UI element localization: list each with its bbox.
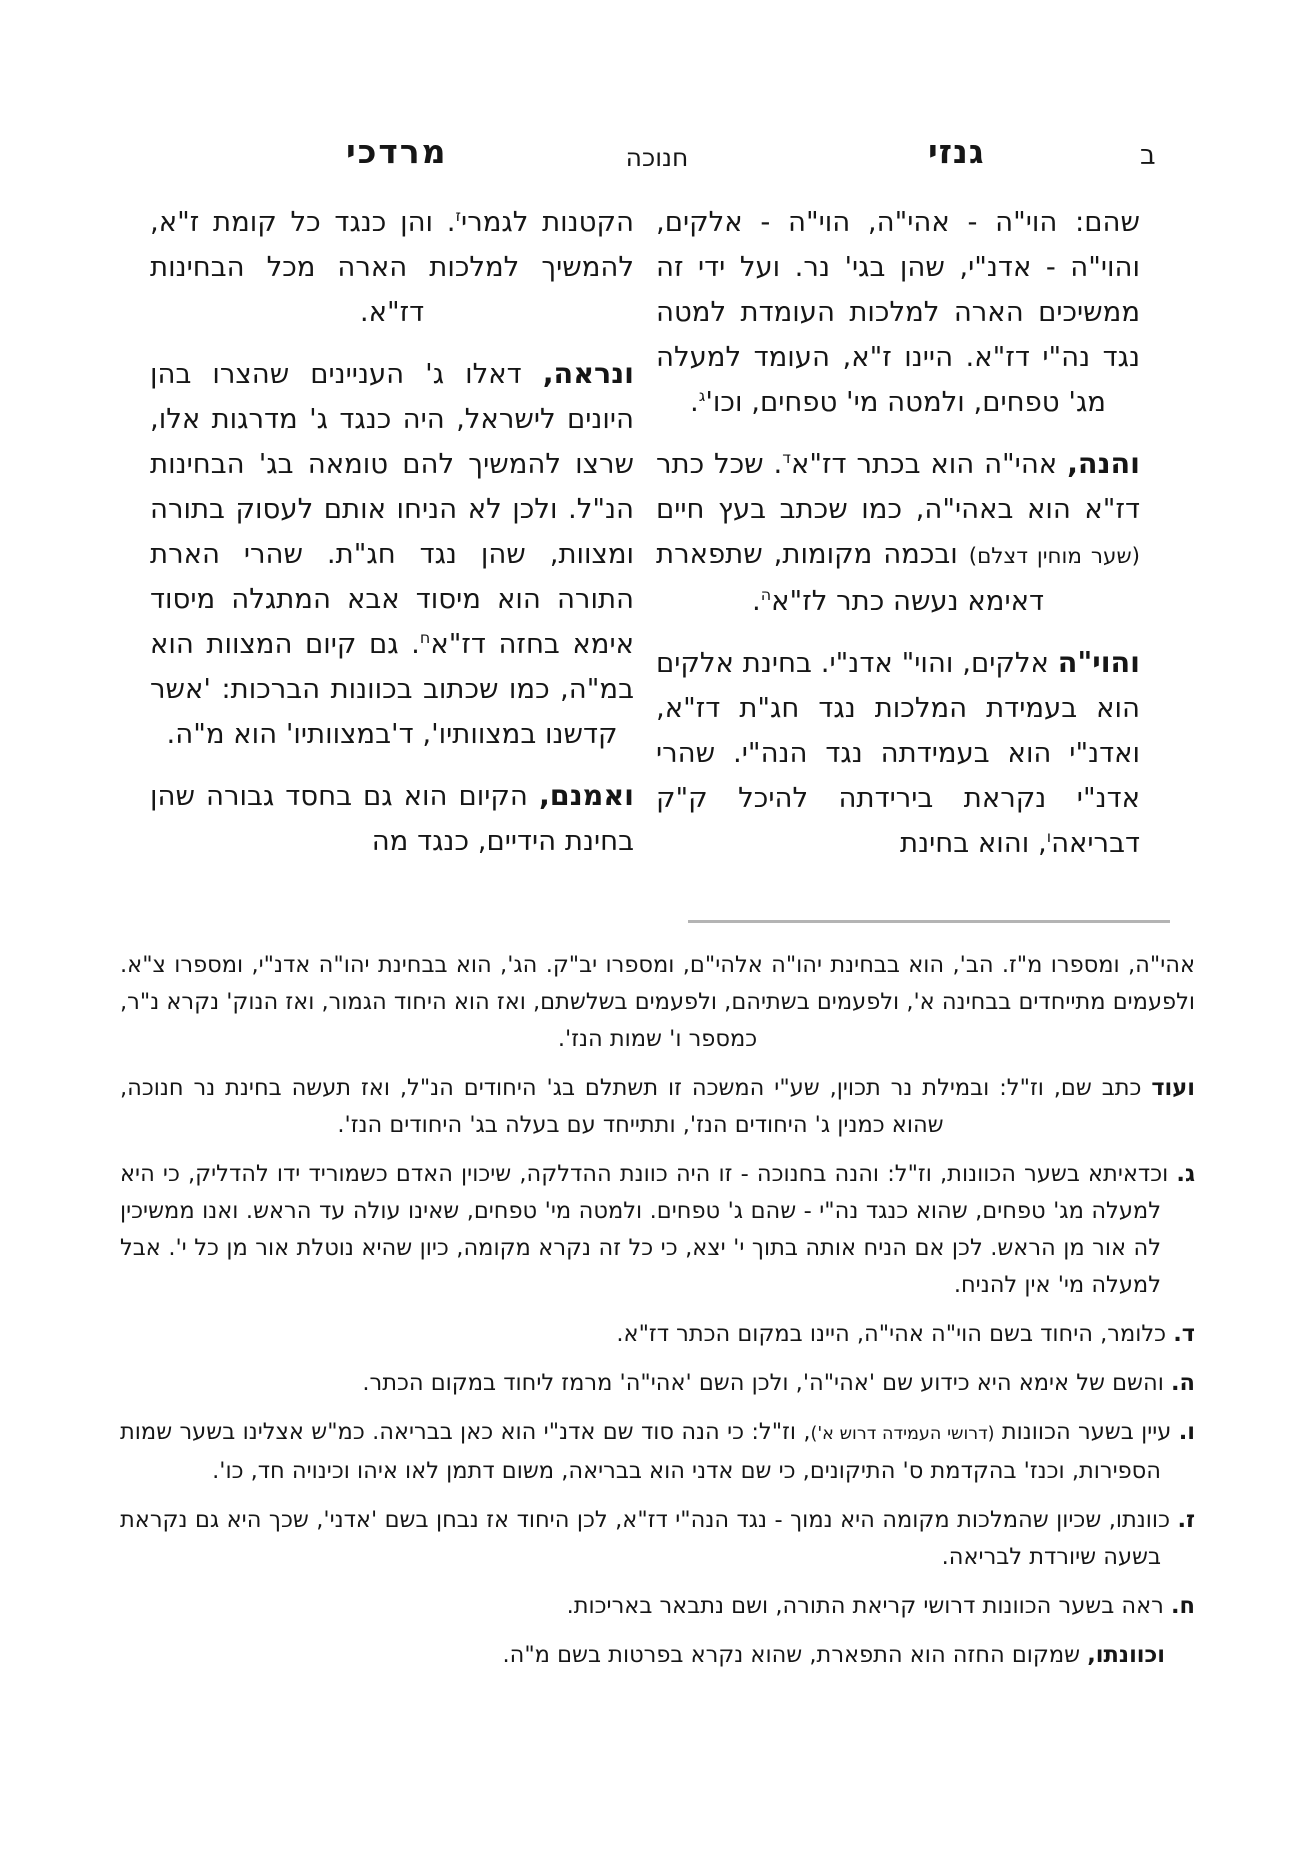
paragraph-text: דאלו ג' העניינים שהצרו בהן היונים לישראל, היה כנגד ג' מדרגות אלו, שרצו להמשיך להם טומאה בג' הבחינות הנ"ל. ולכן לא הניחו אותם לעסוק בתורה ומצוות, שהן נגד חג"ת. שהרי הארת התורה הוא מיסוד אבא המתגלה מיסוד אימא בחזה דז"א (150, 358, 634, 660)
footnote-text: כוונתו, שכיון שהמלכות מקומה היא נמוך - נגד הנה"י דז"א, לכן היחוד אז נבחן בשם 'אדני', שכך היא גם נקראת בשעה שיורדת לבריאה. (120, 1507, 1178, 1570)
footnote-ref: ו (1046, 826, 1052, 846)
main-column-right (656, 200, 1140, 882)
footnote-item (120, 1156, 1195, 1304)
paragraph (656, 200, 1140, 425)
footnote-text: , וז"ל: כי הנה סוד שם אדנ"י הוא כאן בבריאה. כמ"ש אצלינו בשער שמות הספירות, וכנז' בהקדמת ס' התיקונים, כי שם אדני הוא בבריאה, משום דתמן לאו איהו וכינויה חד, כו'. (120, 1419, 1161, 1484)
footnote-text: שמקום החזה הוא התפארת, שהוא נקרא בפרטות בשם מ"ה. (502, 1642, 1088, 1668)
paragraph (656, 640, 1140, 866)
paragraph-text: . (690, 386, 699, 418)
footnote-item (120, 1365, 1195, 1402)
footnote-marker: ג. (1176, 1161, 1195, 1187)
paragraph-text: . שכל כתר דז"א הוא באהי"ה, כמו שכתב בעץ חיים (656, 448, 1140, 525)
paragraph (150, 351, 634, 757)
section-title: חנוכה (625, 143, 689, 172)
footnote-marker: ח. (1170, 1593, 1195, 1619)
paragraph-text: ובכמה מקומות, שתפארת דאימא נעשה כתר לז"א (656, 538, 1044, 617)
footnote-marker: ה. (1170, 1370, 1195, 1396)
footnote-item (120, 947, 1195, 1058)
footnote-item (120, 1316, 1195, 1353)
inline-source-ref: (שער מוחין דצלם) (968, 544, 1141, 569)
paragraph-opener: והוי"ה (1057, 645, 1140, 679)
paragraph-text: אהי"ה הוא בכתר דז"א (791, 448, 1068, 480)
footnote-ref: ג (698, 385, 706, 405)
footnote-ref: ז (455, 205, 462, 225)
footnote-marker: ז. (1177, 1507, 1195, 1533)
footnote-text: כלומר, היחוד בשם הוי"ה אהי"ה, היינו במקום הכתר דז"א. (616, 1321, 1174, 1347)
paragraph-text: שהם: הוי"ה - אהי"ה, הוי"ה - אלקים, והוי"ה - אדנ"י, שהן בגי' נר. ועל ידי זה ממשיכים הארה למלכות העומדת למטה נגד נה"י דז"א. היינו ז"א, העומד למעלה מג' טפחים, ולמטה מי' טפחים, וכו' (656, 206, 1140, 418)
paragraph-opener: ואמנם, (538, 778, 634, 812)
paragraph (150, 200, 634, 335)
paragraph-text: . (752, 585, 761, 617)
footnote-opener: ועוד (1151, 1075, 1195, 1101)
footnote-text: עיין בשער הכוונות (994, 1419, 1179, 1445)
paragraph-text: אלקים, והוי" אדנ"י. בחינת אלקים הוא בעמידת המלכות נגד חג"ת דז"א, ואדנ"י הוא בעמידתה נגד הנה"י. שהרי אדנ"י נקראת בירידתה להיכל ק"ק דבריאה (656, 647, 1140, 859)
paragraph-opener: ונראה, (542, 356, 634, 390)
footnote-opener: וכוונתו, (1087, 1642, 1165, 1668)
paragraph-text: הקטנות לגמרי (461, 206, 634, 238)
footnote-ref: ד (782, 447, 791, 467)
footnote-ref: ח (419, 627, 431, 647)
footnote-marker: ו. (1178, 1419, 1195, 1445)
book-title-right: גנזי (928, 132, 985, 171)
paragraph-text: . והן כנגד כל קומת ז"א, להמשיך למלכות הארה מכל הבחינות דז"א. (150, 206, 634, 328)
footnote-text: כתב שם, וז"ל: ובמילת נר תכוין, שע"י המשכה זו תשתלם בג' היחודים הנ"ל, ואז תעשה בחינת נר חנוכה, שהוא כמנין ג' היחודים הנז', ותתייחד עם בעלה בג' היחודים הנז'. (120, 1075, 1152, 1138)
footnote-text: ראה בשער הכוונות דרושי קריאת התורה, ושם נתבאר באריכות. (566, 1593, 1171, 1619)
paragraph-text: . גם קיום המצוות הוא במ"ה, כמו שכתוב בכוונות הברכות: 'אשר קדשנו במצוותיו', ד'במצוותיו' הוא מ"ה. (150, 628, 634, 750)
paragraph-opener: והנה, (1067, 446, 1140, 480)
main-column-left (150, 200, 634, 882)
footnote-text: אהי"ה, ומספרו מ"ז. הב', הוא בבחינת יהו"ה אלהי"ם, ומספרו יב"ק. הג', הוא בבחינת יהו"ה אדנ"י, ומספרו צ"א. ולפעמים מתייחדים בבחינה א', ולפעמים בשתיהם, ולפעמים בשלשתם, ואז הוא היחוד הגמור, ואז הנוק' נקרא נ"ר, כמספר ו' שמות הנז'. (120, 952, 1195, 1052)
page-number: ב (1140, 140, 1156, 171)
footnotes-divider (688, 920, 1170, 923)
footnote-text: וכדאיתא בשער הכוונות, וז"ל: והנה בחנוכה - זו היה כוונת ההדלקה, שיכוין האדם כשמוריד ידו להדליק, כי היא למעלה מג' טפחים, שהוא כנגד נה"י - שהם ג' טפחים. ולמטה מי' טפחים, שאינו עולה עד הראש. ואנו ממשיכין לה אור מן הראש. לכן אם הניח אותה בתוך י' יצא, כי כל זה נקרא מקומה, כיון שהיא נוטלת אור מן כל י'. אבל למעלה מי' אין להניח. (120, 1161, 1177, 1298)
footnote-item (120, 1070, 1195, 1144)
footnote-item (120, 1588, 1195, 1625)
main-text (0, 200, 1314, 882)
footnotes-section (0, 920, 1314, 1674)
footnote-item (120, 1502, 1195, 1576)
paragraph (656, 441, 1140, 624)
paragraph-text: , והוא בחינת (900, 827, 1047, 859)
book-title-left: מרדכי (346, 132, 448, 171)
paragraph-text: הקיום הוא גם בחסד גבורה שהן בחינת הידיים, כנגד מה (150, 780, 634, 857)
footnote-marker: ד. (1173, 1321, 1195, 1347)
footnote-item (120, 1637, 1195, 1674)
footnote-item (120, 1414, 1195, 1490)
inline-source-ref: (דרושי העמידה דרוש א') (810, 1424, 995, 1444)
footnote-ref: ה (760, 584, 772, 604)
paragraph (150, 773, 634, 864)
footnote-text: והשם של אימא היא כידוע שם 'אהי"ה', ולכן השם 'אהי"ה' מרמז ליחוד במקום הכתר. (362, 1370, 1171, 1396)
